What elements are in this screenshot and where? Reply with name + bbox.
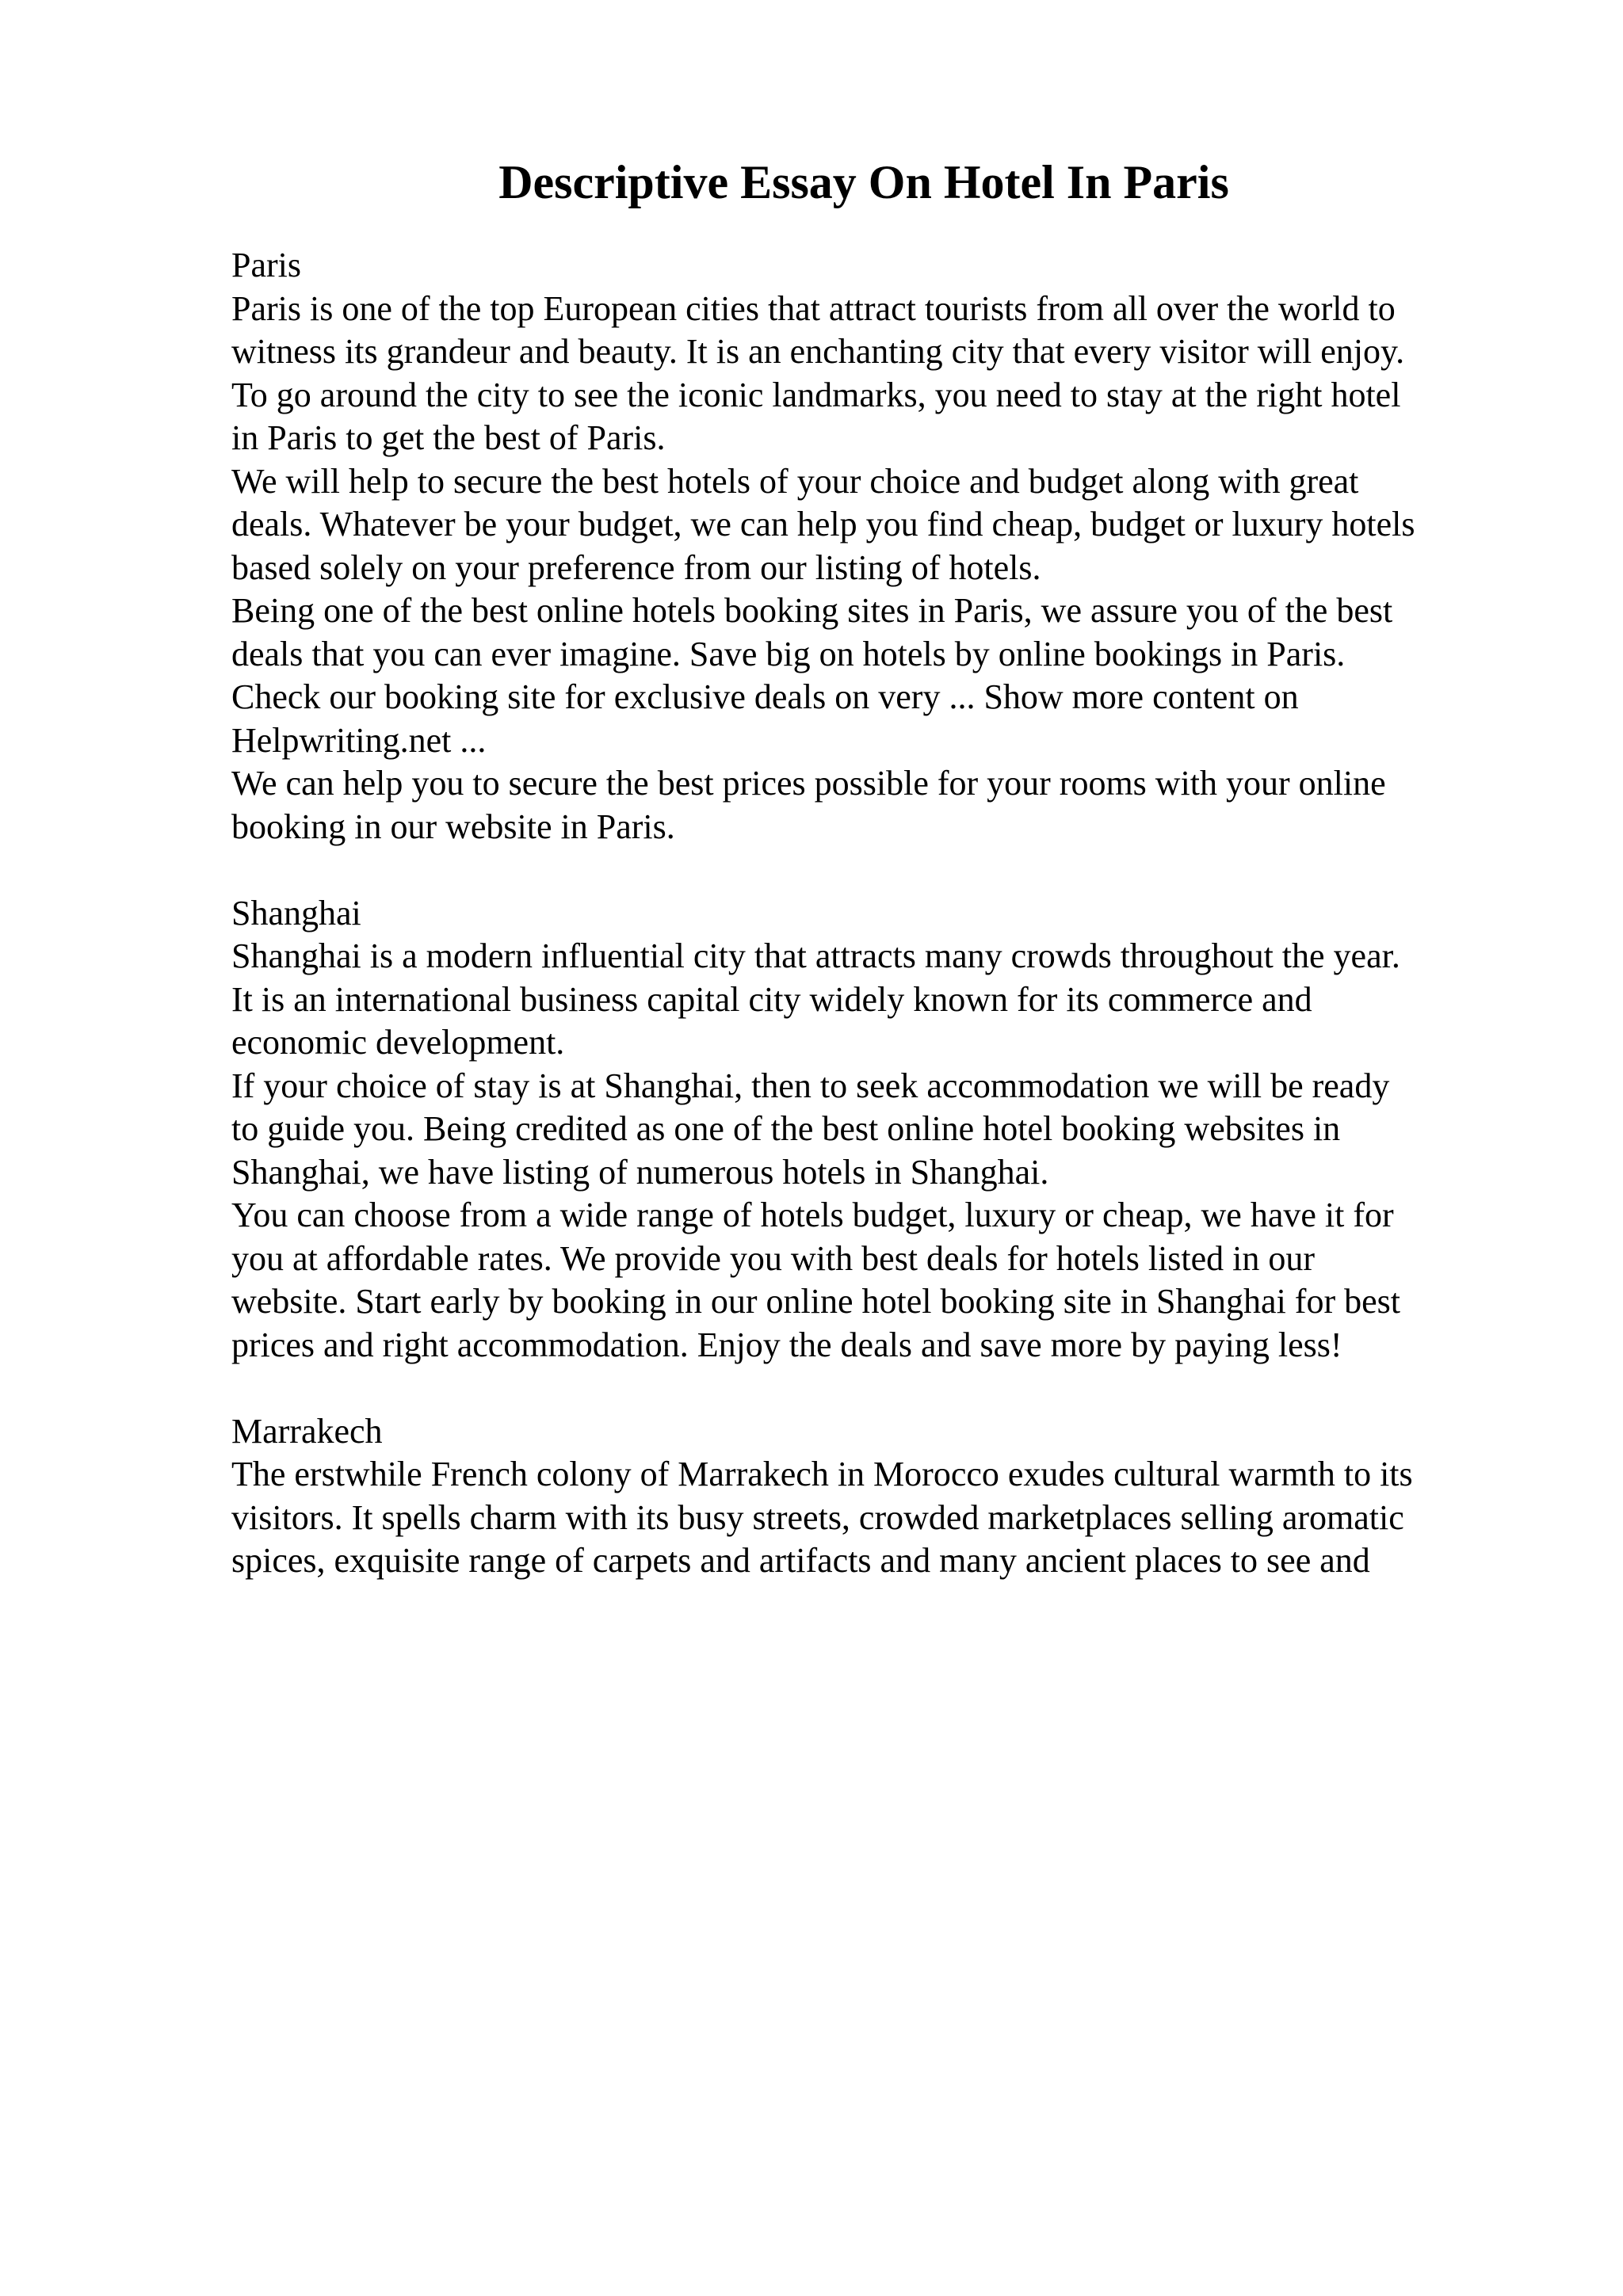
paragraph-line: Paris is one of the top European cities that attract tourists from all over the world to bbox=[231, 288, 1396, 328]
paragraph-line: visitors. It spells charm with its busy streets, crowded marketplaces selling aromatic bbox=[231, 1497, 1404, 1537]
section-heading: Paris bbox=[231, 246, 301, 284]
paragraph-line: prices and right accommodation. Enjoy the deals and save more by paying less! bbox=[231, 1325, 1342, 1364]
paragraph-line: booking in our website in Paris. bbox=[231, 807, 675, 846]
paragraph-line: We can help you to secure the best prices possible for your rooms with your online bbox=[231, 764, 1386, 803]
section-marrakech bbox=[231, 1410, 1515, 1583]
paragraph-spacer bbox=[231, 849, 1515, 892]
paragraph-spacer bbox=[231, 1367, 1515, 1410]
section-shanghai bbox=[231, 892, 1515, 1367]
paragraph-line: To go around the city to see the iconic landmarks, you need to stay at the right hotel bbox=[231, 375, 1401, 414]
paragraph-line: spices, exquisite range of carpets and artifacts and many ancient places to see and bbox=[231, 1541, 1370, 1580]
paragraph-line: you at affordable rates. We provide you with best deals for hotels listed in our bbox=[231, 1238, 1316, 1278]
section-heading: Marrakech bbox=[231, 1411, 383, 1451]
paragraph-line: Shanghai, we have listing of numerous hotels in Shanghai. bbox=[231, 1152, 1049, 1192]
paragraph-line: to guide you. Being credited as one of the best online hotel booking websites in bbox=[231, 1109, 1341, 1148]
paragraph-line: Shanghai is a modern influential city that attracts many crowds throughout the year. bbox=[231, 936, 1400, 975]
paragraph-line: The erstwhile French colony of Marrakech in Morocco exudes cultural warmth to its bbox=[231, 1455, 1413, 1493]
paragraph-line: based solely on your preference from our listing of hotels. bbox=[231, 547, 1041, 587]
paragraph-line: economic development. bbox=[231, 1023, 565, 1062]
paragraph-line: in Paris to get the best of Paris. bbox=[231, 418, 666, 457]
section-heading: Shanghai bbox=[231, 893, 361, 933]
paragraph-line: If your choice of stay is at Shanghai, then to seek accommodation we will be ready bbox=[231, 1066, 1390, 1105]
paragraph-line: You can choose from a wide range of hotels budget, luxury or cheap, we have it for bbox=[231, 1196, 1394, 1234]
paragraph-line: witness its grandeur and beauty. It is an enchanting city that every visitor will enjoy. bbox=[231, 332, 1405, 371]
paragraph-line: deals that you can ever imagine. Save big on hotels by online bookings in Paris. bbox=[231, 634, 1346, 673]
paragraph-line: We will help to secure the best hotels of your choice and budget along with great bbox=[231, 461, 1359, 501]
paragraph-line: deals. Whatever be your budget, we can help you find cheap, budget or luxury hotels bbox=[231, 505, 1415, 543]
paragraph-line: Helpwriting.net ... bbox=[231, 720, 487, 760]
document-body bbox=[231, 244, 1515, 1583]
paragraph-line: Check our booking site for exclusive deals on very ... Show more content on bbox=[231, 677, 1299, 716]
paragraph-line: It is an international business capital city widely known for its commerce and bbox=[231, 979, 1312, 1019]
paragraph-line: Being one of the best online hotels booking sites in Paris, we assure you of the best bbox=[231, 591, 1393, 630]
section-paris bbox=[231, 244, 1515, 849]
paragraph-line: website. Start early by booking in our online hotel booking site in Shanghai for best bbox=[231, 1282, 1400, 1321]
document-title: Descriptive Essay On Hotel In Paris bbox=[498, 156, 1229, 208]
